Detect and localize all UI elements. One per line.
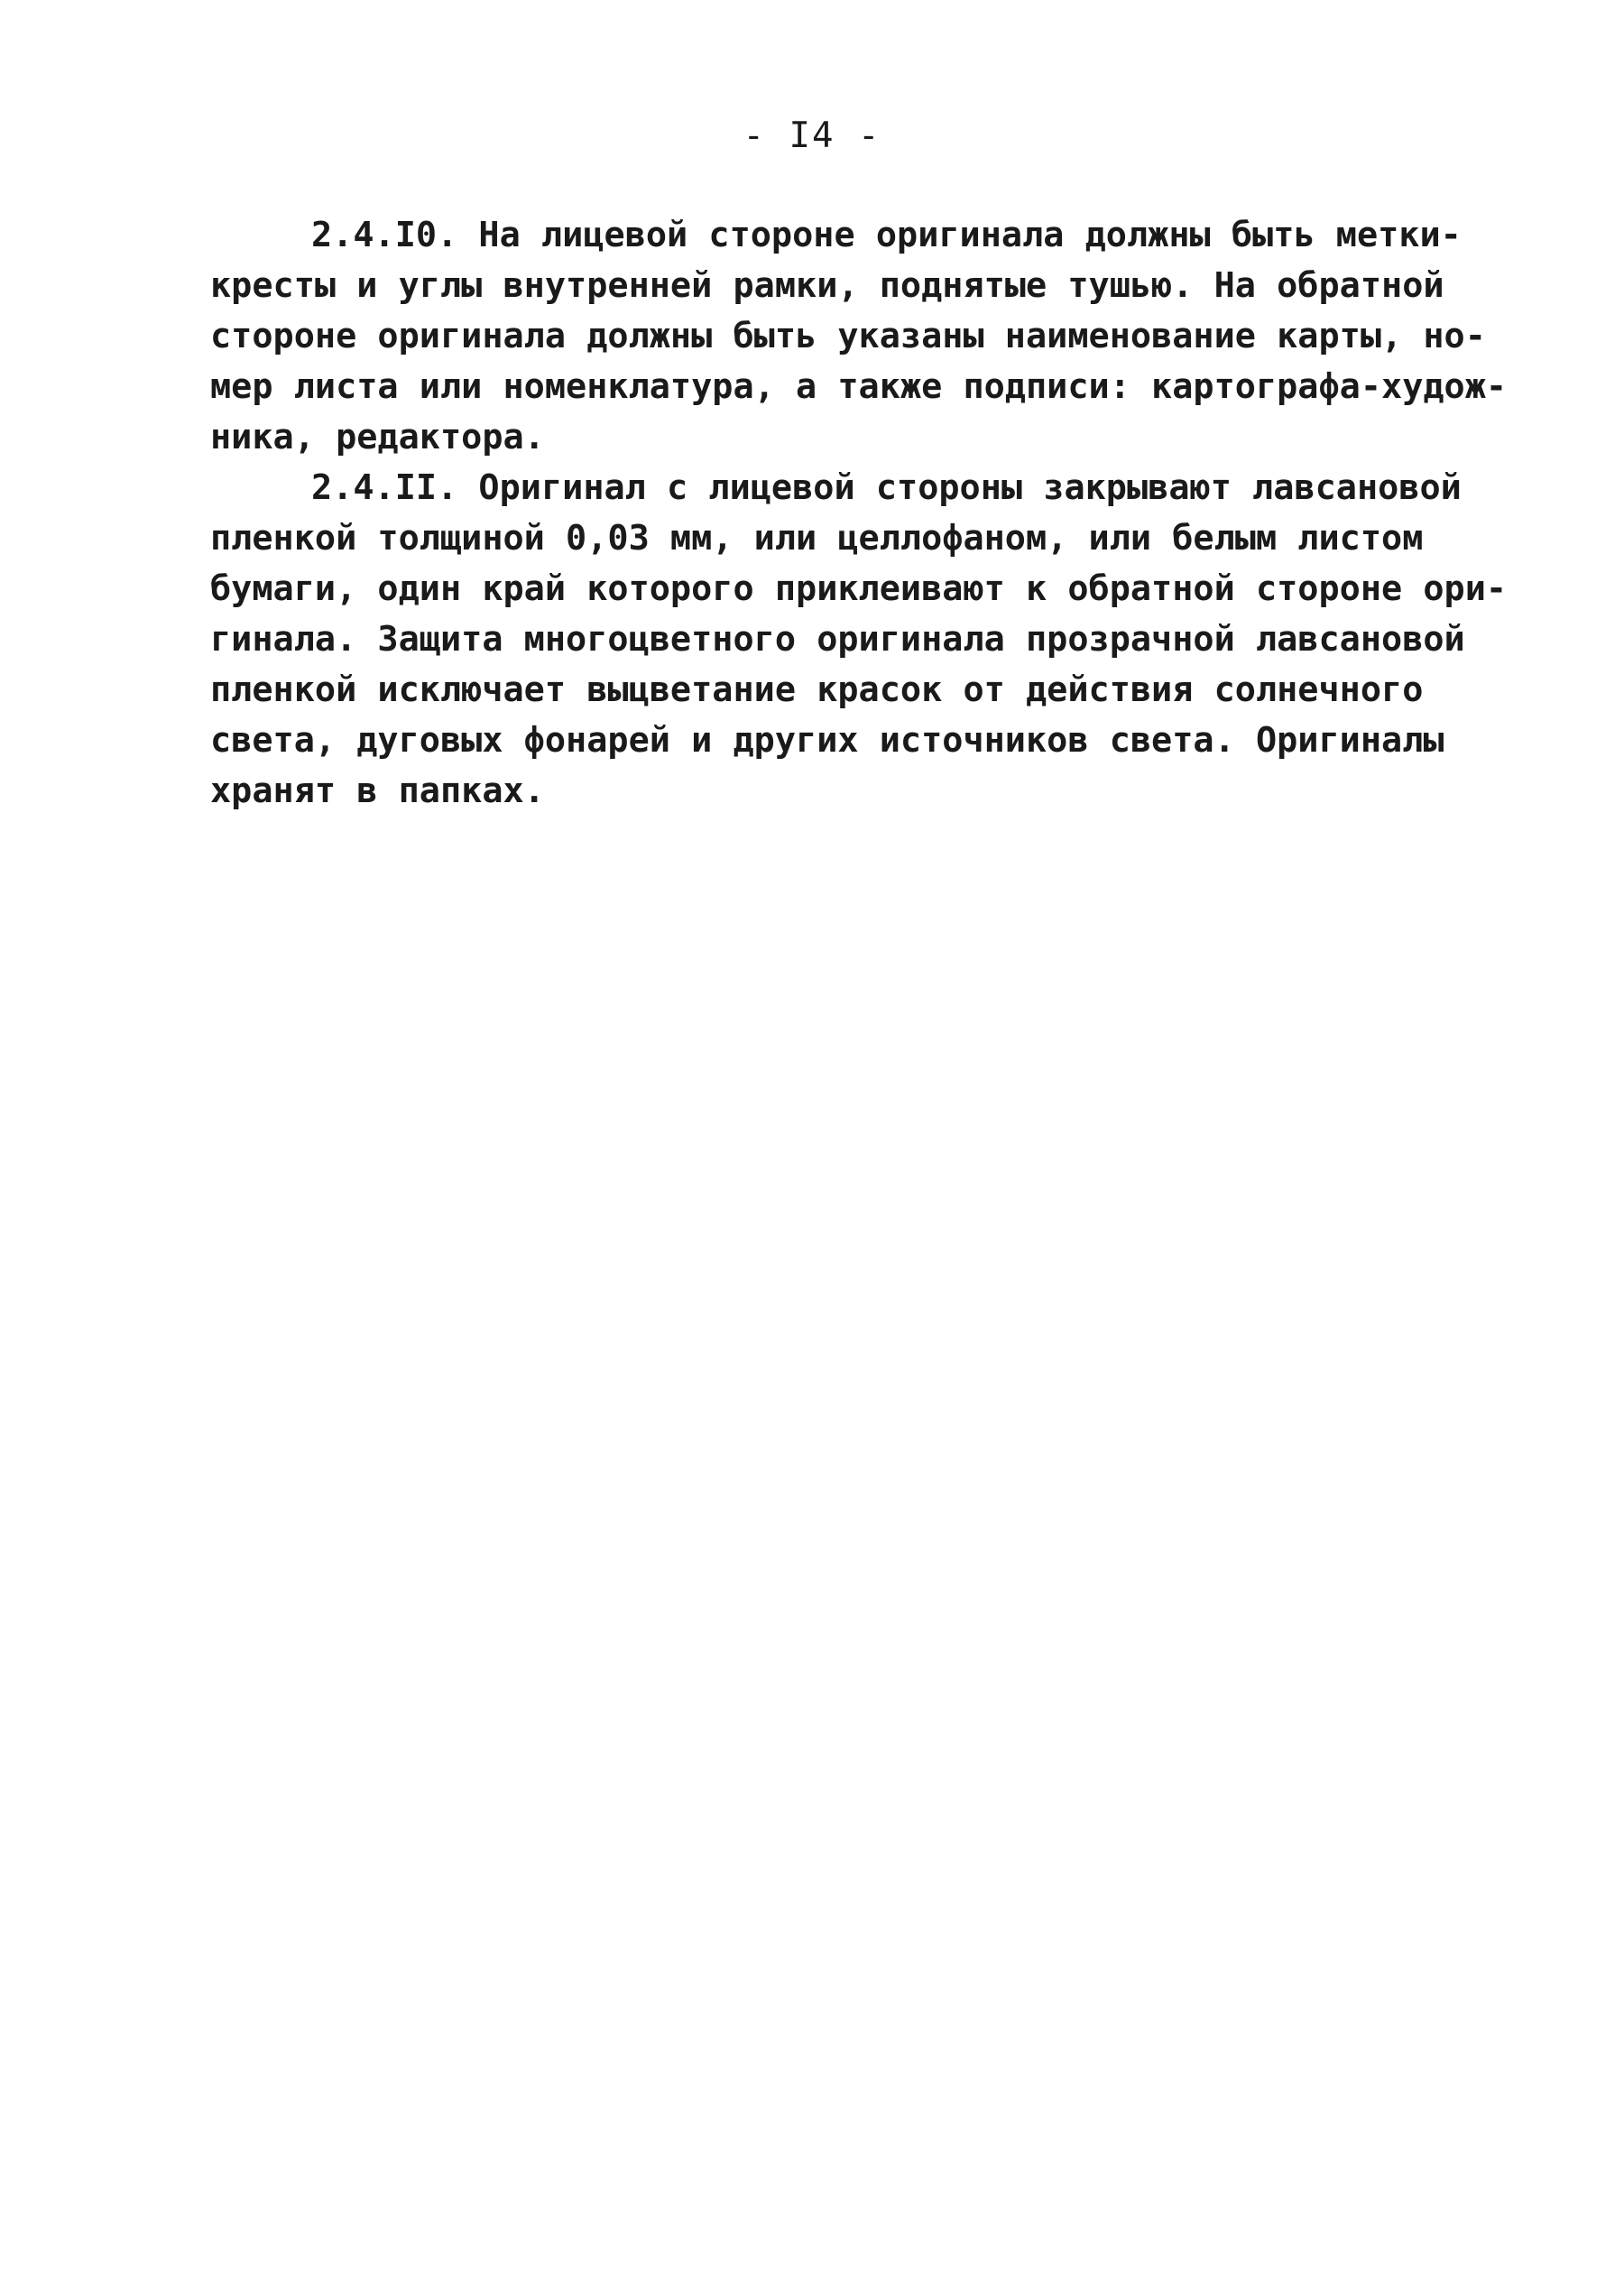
text-line: мер листа или номенклатура, а также подписи: картографа-худож- [210,366,1508,407]
text-line: света, дуговых фонарей и других источников света. Оригиналы [210,720,1444,761]
text-line: хранят в папках. [210,771,545,811]
text-line: 2.4.I0. На лицевой стороне оригинала должны быть метки- [311,215,1462,255]
text-line: пленкой исключает выцветание красок от действия солнечного [210,670,1424,710]
text-line: ника, редактора. [210,417,545,457]
text-line: бумаги, один край которого приклеивают к обратной стороне ори- [210,568,1508,609]
text-line: пленкой толщиной 0,03 мм, или целлофаном, или белым листом [210,518,1424,559]
text-line: кресты и углы внутренней рамки, поднятые тушью. На обратной [210,265,1444,306]
text-line: 2.4.II. Оригинал с лицевой стороны закрывают лавсановой [311,467,1462,508]
paragraph-2-4-11 [210,463,1508,817]
text-line: стороне оригинала должны быть указаны наименование карты, но- [210,316,1486,356]
page-number: - I4 - [743,115,881,156]
paragraph-2-4-10 [210,210,1508,463]
text-line: гинала. Защита многоцветного оригинала прозрачной лавсановой [210,619,1465,660]
body-text [210,210,1508,817]
